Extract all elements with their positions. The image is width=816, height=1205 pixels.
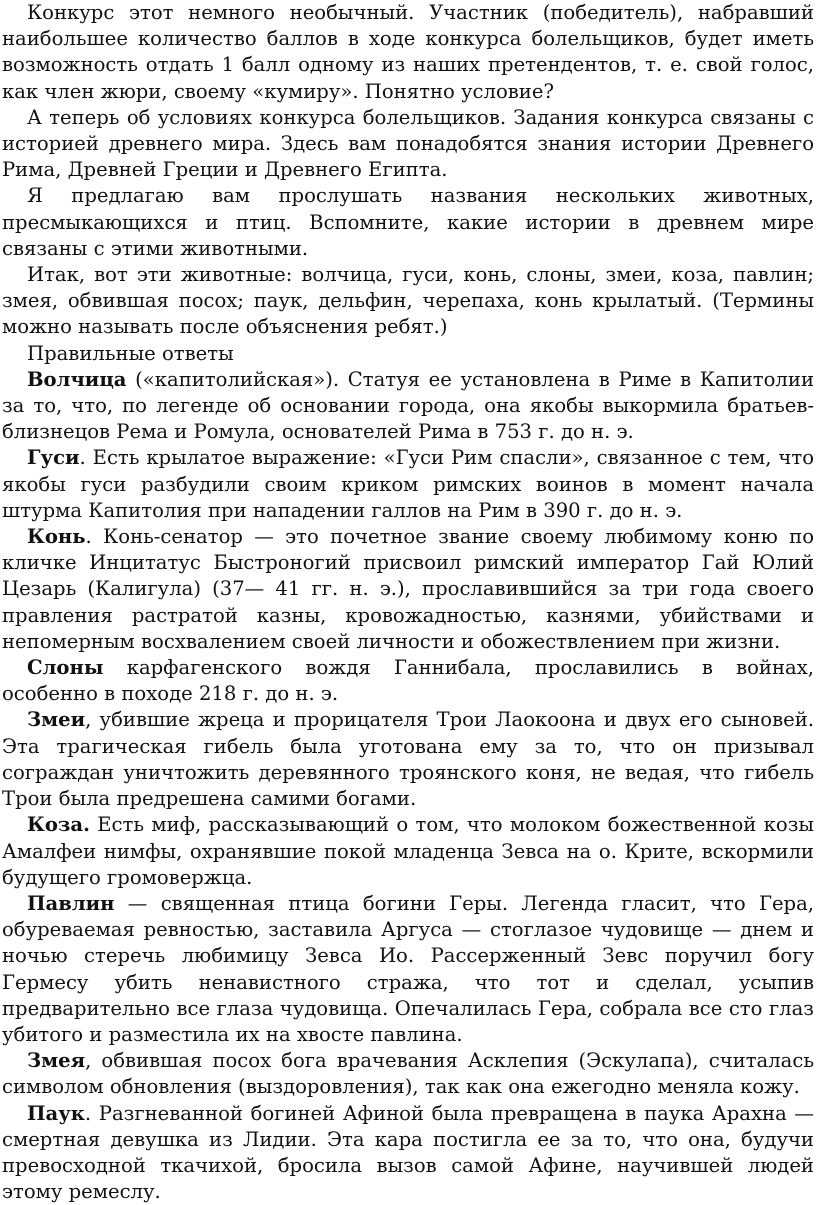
answer-paragraph-serpent [2, 1048, 814, 1100]
answer-term: Змеи [27, 708, 86, 732]
answer-paragraph-wolf [2, 367, 814, 446]
answer-term: Гуси [27, 446, 80, 470]
answer-term: Конь [27, 525, 86, 549]
answer-term: Слоны [27, 656, 104, 680]
intro-paragraph-1: Конкурс этот немного необычный. Участник (победитель), набравший наибольшее количество баллов в ходе конкурса болельщиков, будет иметь возможность отдать 1 балл одному из наших претендентов, т. е. свой голос, как член жюри, своему «кумиру». Понятно условие? [2, 1, 814, 103]
answers-heading: Правильные ответы [27, 341, 234, 365]
answer-text: , обвившая посох бога врачевания Асклепия (Эскулапа), считалась символом обновления (выздоровления), так как она ежегодно меняла кожу. [2, 1049, 814, 1099]
answer-text: — священная птица богини Геры. Легенда гласит, что Гера, обуреваемая ревностью, заставила Аргуса — стоглазое чудовище — днем и ночью стеречь любимицу Зевса Ио. Рассерженный Зевс поручил богу Гермесу убить ненавистного стража, что тот и сделал, усыпив предварительно все глаза чудовища. Опечалилась Гера, собрала все сто глаз убитого и разместила их на хвосте павлина. [2, 891, 814, 1046]
answer-text: Есть миф, рассказывающий о том, что молоком божественной козы Амалфеи нимфы, охранявшие покой младенца Зевса на о. Крите, вскормили будущего громовержца. [2, 813, 814, 889]
intro-paragraph-2: А теперь об условиях конкурса болельщиков. Задания конкурса связаны с историей древнего мира. Здесь вам понадобятся знания истории Древнего Рима, Древней Греции и Древнего Египта. [2, 105, 814, 182]
answer-paragraph-elephants [2, 655, 814, 707]
answer-term: Змея [27, 1049, 86, 1073]
answer-paragraph-peacock [2, 891, 814, 1048]
answer-text: . Конь-сенатор — это почетное звание своему любимому коню по кличке Инцитатус Быстроногий присвоил римский император Гай Юлий Цезарь (Калигула) (37— 41 гг. н. э.), прославившийся за три года своего правления растратой казны, кровожадностью, казнями, убийствами и непомерным восхвалением своей личности и обожествлением при жизни. [2, 525, 814, 653]
answer-term: Паук [27, 1101, 85, 1125]
answer-paragraph-snakes [2, 707, 814, 812]
answer-paragraph-geese [2, 445, 814, 524]
answer-text: , убившие жреца и прорицателя Трои Лаокоона и двух его сыновей. Эта трагическая гибель была уготована ему за то, что он призывал сограждан уничтожить деревянного троянского коня, не ведая, что гибель Трои была предрешена самими богами. [2, 708, 814, 811]
intro-paragraph-3: Я предлагаю вам прослушать названия нескольких животных, пресмыкающихся и птиц. Вспомните, какие истории в древнем мире связаны с этими животными. [2, 184, 814, 260]
answer-term: Павлин [27, 891, 115, 915]
answer-paragraph-horse [2, 524, 814, 655]
answer-term: Коза. [27, 813, 90, 837]
answer-paragraph-goat [2, 812, 814, 891]
answer-term: Волчица [27, 367, 127, 391]
answer-text: . Есть крылатое выражение: «Гуси Рим спасли», связанное с тем, что якобы гуси разбудили своим криком римских воинов в момент начала штурма Капитолия при нападении галлов на Рим в 390 г. до н. э. [2, 446, 814, 522]
intro-paragraph-4: Итак, вот эти животные: волчица, гуси, конь, слоны, змеи, коза, павлин; змея, обвившая посох; паук, дельфин, черепаха, конь крылатый. (Термины можно называть после объяснения ребят.) [2, 263, 814, 339]
answer-text: карфагенского вождя Ганнибала, прославились в войнах, особенно в походе 218 г. до н. э. [2, 656, 814, 706]
answer-text: («капитолийская»). Статуя ее установлена в Риме в Капитолии за то, что, по легенде об основании города, она якобы выкормила братьев-близнецов Рема и Ромула, основателей Рима в 753 г. до н. э. [2, 367, 814, 444]
answer-paragraph-spider [2, 1101, 814, 1205]
answer-text: . Разгневанной богиней Афиной была превращена в паука Арахна — смертная девушка из Лидии. Эта кара постигла ее за то, что она, будучи превосходной ткачихой, бросила вызов самой Афине, научившей людей этому ремеслу. [2, 1101, 814, 1204]
